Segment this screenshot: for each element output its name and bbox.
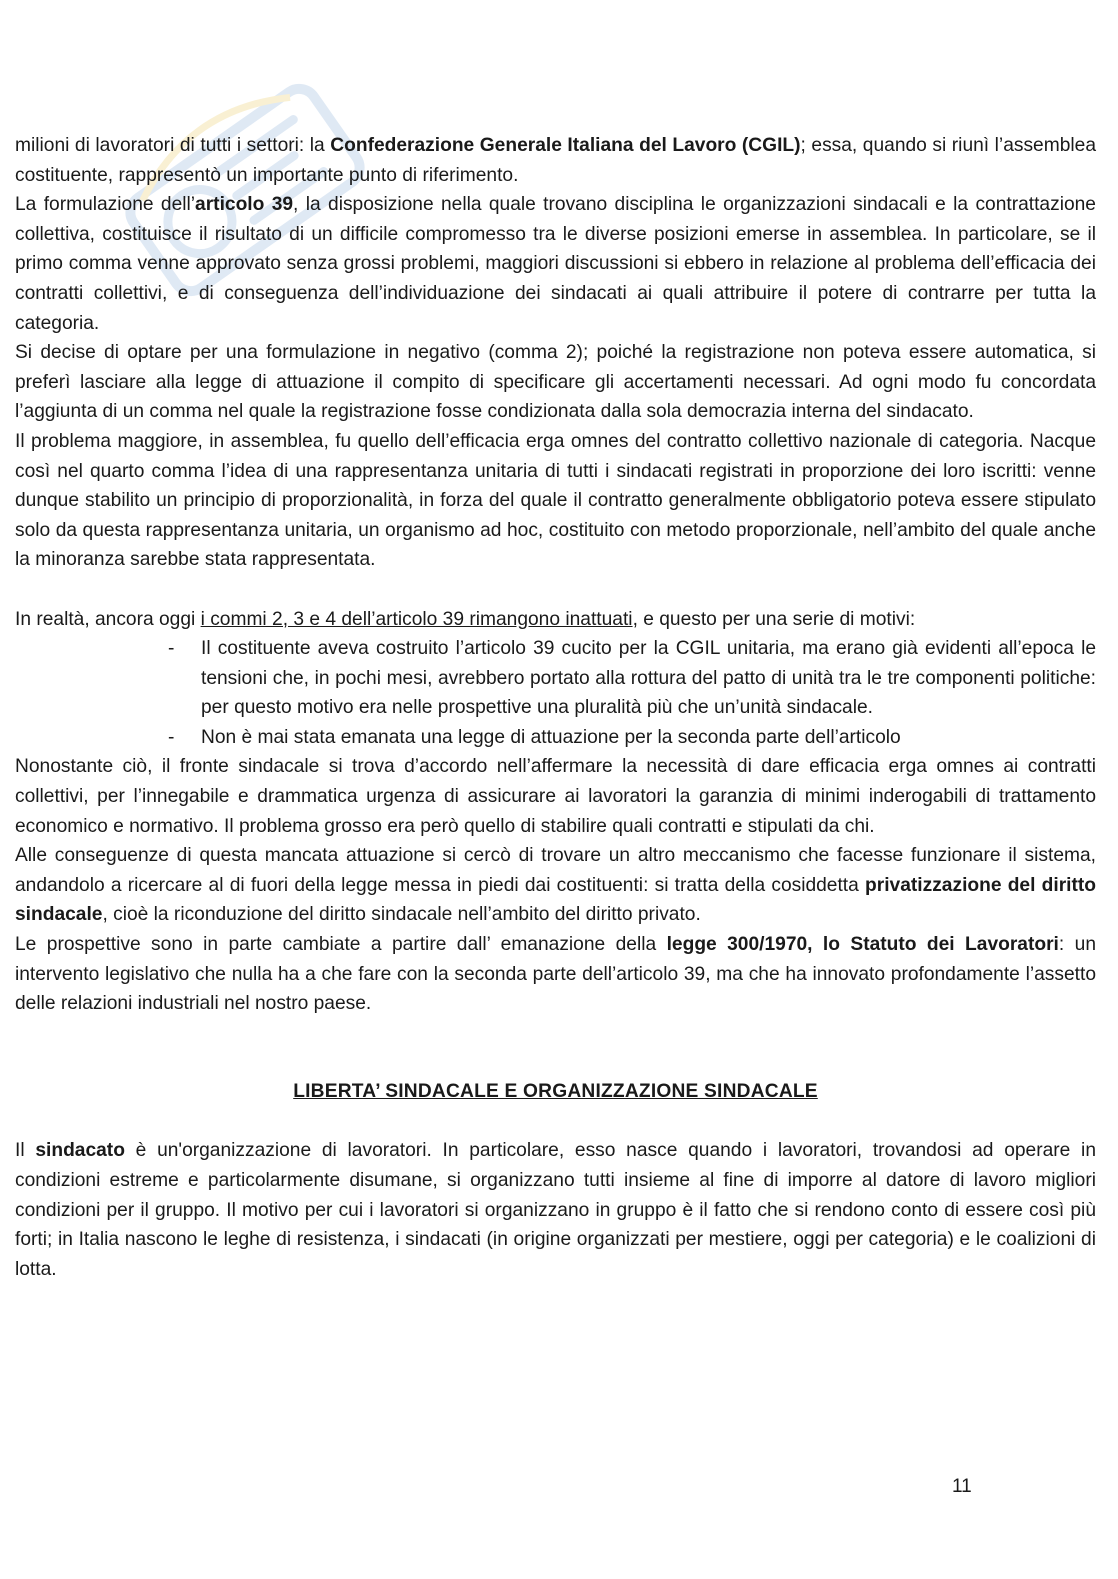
paragraph-nonostante: Nonostante ciò, il fronte sindacale si trova d’accordo nell’affermare la necessità di dare efficacia erga omnes ai contratti collettivi, per l’innegabile e drammatica urgenza di assicurare ai lavoratori la garanzia di minimi inderogabili di trattamento economico e normativo. Il problema grosso era però quello di stabilire quali contratti e stipulati da chi.	[15, 756, 1096, 837]
paragraph-commi-inattuati: In realtà, ancora oggi i commi 2, 3 e 4 dell’articolo 39 rimangono inattuati, e questo per una serie di motivi:	[15, 608, 916, 630]
body-text	[15, 131, 1096, 1284]
paragraph-privatizzazione: Alle conseguenze di questa mancata attuazione si cercò di trovare un altro meccanismo che facesse funzionare il sistema, andandolo a ricercare al di fuori della legge messa in piedi dai costituenti: si tratta della cosiddetta privatizzazione del diritto sindacale, cioè la riconduzione del diritto sindacale nell’ambito del diritto privato.	[15, 845, 1096, 926]
bold-term: sindacato	[35, 1140, 125, 1162]
bold-term: legge 300/1970, lo Statuto dei Lavoratori	[666, 934, 1059, 956]
section-heading: LIBERTA’ SINDACALE E ORGANIZZAZIONE SINDACALE	[293, 1080, 818, 1102]
bold-term: Confederazione Generale Italiana del Lavoro (CGIL)	[330, 135, 801, 156]
spacer	[15, 575, 1096, 605]
bold-term: articolo 39	[195, 194, 294, 216]
list-item: - Il costituente aveva costruito l’articolo 39 cucito per la CGIL unitaria, ma erano già evidenti all’epoca le tensioni che, in pochi mesi, avrebbero portato alla rottura del patto di unità tra le tre componenti politiche: per questo motivo era nelle prospettive una pluralità più che un’unità sindacale.	[201, 634, 1096, 723]
bold-term: privatizzazione del diritto sindacale	[15, 874, 1096, 926]
paragraph-erga-omnes: Il problema maggiore, in assemblea, fu quello dell’efficacia erga omnes del contratto collettivo nazionale di categoria. Nacque così nel quarto comma l’idea di una rappresentanza unitaria di tutti i sindacati registrati in proporzione dei loro iscritti: venne dunque stabilito un principio di proporzionalità, in forza del quale il contratto generalmente obbligatorio poteva essere stipulato solo da questa rappresentanza unitaria, un organismo ad hoc, costituito con metodo proporzionale, nell’ambito del quale anche la minoranza sarebbe stata rappresentata.	[15, 430, 1096, 571]
paragraph-sindacato: Il sindacato è un'organizzazione di lavoratori. In particolare, esso nasce quando i lavoratori, trovandosi ad operare in condizioni estreme e particolarmente disumane, si organizzano tutti insieme al fine di imporre al datore di lavoro migliori condizioni per il gruppo. Il motivo per cui i lavoratori si organizzano in gruppo è il fatto che si rendono conto di essere così più forti; in Italia nascono le leghe di resistenza, i sindacati (in origine organizzati per mestiere, oggi per categoria) e le coalizioni di lotta.	[15, 1140, 1096, 1280]
page-number: 11	[952, 1476, 972, 1497]
reasons-list	[15, 634, 1096, 752]
underlined-phrase: i commi 2, 3 e 4 dell’articolo 39 rimangono inattuati	[200, 608, 633, 630]
paragraph-comma-2: Si decise di optare per una formulazione in negativo (comma 2); poiché la registrazione non poteva essere automatica, si preferì lasciare alla legge di attuazione il compito di specificare gli accertamenti necessari. Ad ogni modo fu concordata l’aggiunta di un comma nel quale la registrazione fosse condizionata dalla sola democrazia interna del sindacato.	[15, 342, 1096, 423]
list-item: - Non è mai stata emanata una legge di attuazione per la seconda parte dell’articolo	[201, 723, 1096, 753]
paragraph-articolo-39: La formulazione dell’articolo 39, la disposizione nella quale trovano disciplina le organizzazioni sindacali e la contrattazione collettiva, costituisce il risultato di un difficile compromesso tra le diverse posizioni emerse in assemblea. In particolare, se il primo comma venne approvato senza grossi problemi, maggiori discussioni si ebbero in relazione al problema dell’efficacia dei contratti collettivi, e di conseguenza dell’individuazione dei sindacati ai quali attribuire il potere di contrarre per tutta la categoria.	[15, 194, 1096, 334]
paragraph-cgil: milioni di lavoratori di tutti i settori: la Confederazione Generale Italiana del Lavoro (CGIL); essa, quando si riunì l’assemblea costituente, rappresentò un importante punto di riferimento.	[15, 135, 1096, 186]
paragraph-statuto: Le prospettive sono in parte cambiate a partire dall’ emanazione della legge 300/1970, lo Statuto dei Lavoratori: un intervento legislativo che nulla ha a che fare con la seconda parte dell’articolo 39, ma che ha innovato profondamente l’assetto delle relazioni industriali nel nostro paese.	[15, 934, 1096, 1015]
